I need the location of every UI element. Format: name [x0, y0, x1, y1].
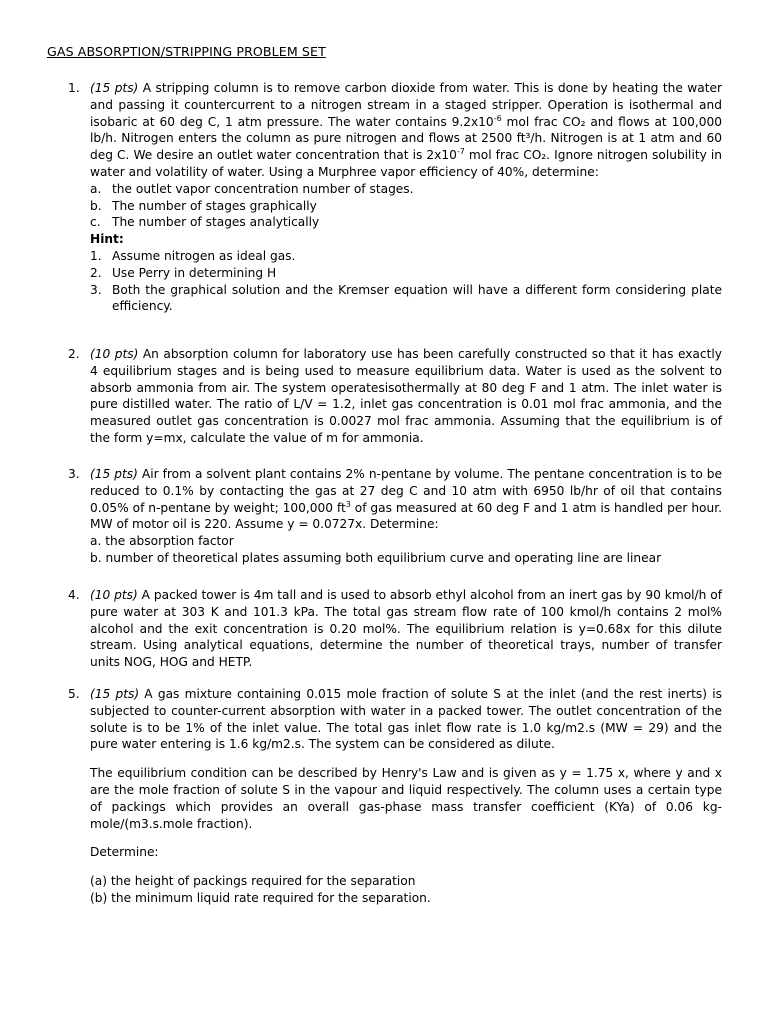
item-text: Both the graphical solution and the Kremser equation will have a different form considering plate efficiency. [112, 282, 722, 314]
problem-text [90, 466, 722, 533]
list-item [90, 282, 722, 316]
superscript: -7 [456, 147, 465, 157]
item-text: The number of stages analytically [112, 215, 320, 230]
list-item [90, 181, 722, 198]
list-item [90, 265, 722, 282]
points: (10 pts) [90, 588, 138, 602]
problem-number: 4. [68, 588, 80, 602]
subquestion-list [90, 181, 722, 231]
problem-number: 2. [68, 347, 80, 361]
problem-3 [68, 466, 722, 567]
list-item [90, 198, 722, 215]
problem-4 [68, 587, 722, 671]
text-segment: An absorption column for laboratory use has been carefully constructed so that it has exactly 4 equilibrium stages and is being used to measure equilibrium data. Water is used as the solvent to absorb ammonia from air. The system operatesisothermally at 80 deg F and 1 atm. The inlet water is pure distilled water. The ratio of L/V = 1.2, inlet gas concentration is 0.01 mol frac ammonia, and the measured outlet gas concentration is 0.0027 mol frac ammonia. Assuming that the equilibrium is of the form y=mx, calculate the value of m for ammonia. [90, 347, 722, 445]
hint-list [90, 248, 722, 315]
determine-label: Determine: [90, 845, 159, 860]
list-item: (b) the minimum liquid rate required for the separation. [90, 890, 431, 905]
hint-label: Hint: [90, 232, 124, 247]
superscript: 3 [345, 499, 351, 509]
problem-number: 5. [68, 687, 80, 701]
problem-1 [68, 80, 722, 315]
points: (15 pts) [90, 81, 139, 95]
superscript: -6 [493, 113, 502, 123]
list-item: b. number of theoretical plates assuming both equilibrium curve and operating line are linear [90, 550, 662, 565]
problem-text [90, 686, 722, 753]
item-text: the outlet vapor concentration number of stages. [112, 181, 414, 196]
list-item [90, 214, 722, 231]
item-text: Use Perry in determining H [112, 265, 277, 280]
text-segment: of gas measured at 60 deg F and 1 atm is handled per hour. MW of motor oil is 220. Assume y = 0.0727x. Determine: [90, 500, 722, 532]
points: (15 pts) [90, 687, 140, 701]
item-label: c. [90, 215, 101, 230]
page-title: GAS ABSORPTION/STRIPPING PROBLEM SET [47, 44, 326, 59]
list-item: (a) the height of packings required for the separation [90, 874, 416, 889]
problem-5 [68, 686, 722, 907]
text-segment: mol frac CO₂ and flows at 100,000 lb/h. Nitrogen enters the column as pure nitrogen and flows at 2500 ft³/h. Nitrogen is at 1 atm and 60 deg C. We desire an outlet water concentration that is 2x10 [90, 114, 722, 163]
text-segment: A stripping column is to remove carbon dioxide from water. This is done by heating the water and passing it countercurrent to a nitrogen stream in a staged stripper. Operation is isothermal and isobaric at 60 deg C, 1 atm pressure. The water contains 9.2x10 [90, 81, 722, 129]
list-item: a. the absorption factor [90, 534, 234, 549]
item-text: Assume nitrogen as ideal gas. [112, 248, 296, 263]
item-label: a. [90, 181, 102, 196]
item-text: The number of stages graphically [112, 198, 317, 213]
item-label: b. [90, 198, 102, 213]
item-label: 3. [90, 282, 102, 297]
problem-number: 1. [68, 81, 80, 95]
problem-text [90, 346, 722, 447]
text-segment: mol frac CO₂. Ignore nitrogen solubility in water and volatility of water. Using a Murphree vapor efficiency of 40%, determine: [90, 148, 722, 179]
problem-2 [68, 346, 722, 447]
problem-number: 3. [68, 467, 80, 481]
points: (15 pts) [90, 467, 138, 481]
text-segment: Air from a solvent plant contains 2% n-pentane by volume. The pentane concentration is to be reduced to 0.1% by contacting the gas at 27 deg C and 10 atm with 6950 lb/hr of oil that contains 0.05% of n-pentane by weight; 100,000 ft [90, 467, 723, 515]
list-item [90, 248, 722, 265]
text-segment: A gas mixture containing 0.015 mole fraction of solute S at the inlet (and the rest inerts) is subjected to counter-current absorption with water in a packed tower. The outlet concentration of the solute is to be 1% of the inlet value. The total gas inlet flow rate is 1.0 kg/m2.s (MW = 29) and the pure water entering is 1.6 kg/m2.s. The system can be considered as dilute. [90, 687, 722, 752]
item-label: 1. [90, 248, 102, 263]
paragraph: The equilibrium condition can be described by Henry's Law and is given as y = 1.75 x, where y and x are the mole fraction of solute S in the vapour and liquid respectively. The column uses a certain type of packings which provides an overall gas-phase mass transfer coefficient (KYa) of 0.06 kg-mole/(m3.s.mole fraction). [90, 766, 722, 831]
item-label: 2. [90, 265, 102, 280]
text-segment: A packed tower is 4m tall and is used to absorb ethyl alcohol from an inert gas by 90 kmol/h of pure water at 303 K and 101.3 kPa. The total gas stream flow rate of 100 kmol/h contains 2 mol% alcohol and the exit concentration is 0.20 mol%. The equilibrium relation is y=0.68x for this dilute stream. Using analytical equations, determine the number of theoretical trays, number of transfer units NOG, HOG and HETP. [90, 588, 722, 670]
problem-text [90, 587, 722, 671]
points: (10 pts) [90, 347, 139, 361]
problem-text [90, 80, 722, 181]
